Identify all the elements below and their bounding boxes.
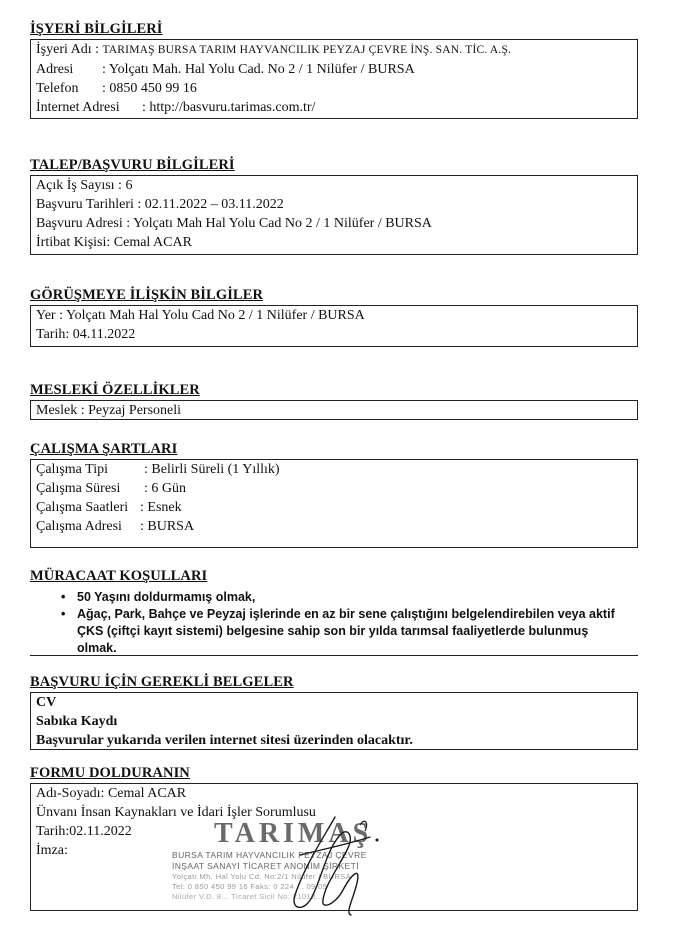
- meslek-title: MESLEKİ ÖZELLİKLER: [30, 382, 200, 398]
- belgeler-line: CV: [36, 695, 57, 710]
- belgeler-line: Sabıka Kaydı: [36, 714, 118, 729]
- talep-line: Başvuru Adresi : Yolçatı Mah Hal Yolu Cad No 2 / 1 Nilüfer / BURSA: [36, 216, 432, 231]
- talep-line: Açık İş Sayısı : 6: [36, 178, 133, 193]
- calisma-title: ÇALIŞMA ŞARTLARI: [30, 441, 178, 457]
- formu-line: Adı-Soyadı: Cemal ACAR: [36, 786, 187, 801]
- talep-box: [30, 175, 638, 255]
- calisma-label: Çalışma Süresi: [36, 481, 121, 496]
- isyeri-adres-value: : Yolçatı Mah. Hal Yolu Cad. No 2 / 1 Nilüfer / BURSA: [102, 62, 415, 77]
- gorusme-line: Yer : Yolçatı Mah Hal Yolu Cad No 2 / 1 Nilüfer / BURSA: [36, 308, 365, 323]
- formu-imza-label: İmza:: [36, 843, 68, 858]
- gorusme-box: [30, 305, 638, 347]
- belgeler-title: BAŞVURU İÇİN GEREKLİ BELGELER: [30, 674, 294, 690]
- meslek-line: Meslek : Peyzaj Personeli: [36, 403, 182, 418]
- calisma-row: [36, 498, 637, 517]
- talep-line: İrtibat Kişisi: Cemal ACAR: [36, 235, 192, 250]
- isyeri-internet-value: : http://basvuru.tarimas.com.tr/: [142, 100, 316, 115]
- gorusme-title: GÖRÜŞMEYE İLİŞKİN BİLGİLER: [30, 287, 264, 303]
- muracaat-item: • Ağaç, Park, Bahçe ve Peyzaj işlerinde en az bir sene çalıştığını belgelendirebilen veya aktif ÇKS (çiftçi kayıt sistemi) belgesine sahip son bir yılda tarımsal faaliyetlerde bulunmuş olmak.: [61, 606, 621, 657]
- calisma-value: : Belirli Süreli (1 Yıllık): [144, 462, 280, 477]
- isyeri-title: İŞYERİ BİLGİLERİ: [30, 21, 163, 37]
- calisma-box: [30, 459, 638, 548]
- isyeri-internet-row: [36, 98, 637, 117]
- calisma-label: Çalışma Saatleri: [36, 500, 129, 515]
- formu-line: Ünvanı İnsan Kaynakları ve İdari İşler Sorumlusu: [36, 805, 316, 820]
- calisma-value: : Esnek: [140, 500, 182, 515]
- formu-title: FORMU DOLDURANIN: [30, 765, 190, 781]
- meslek-box: [30, 400, 638, 420]
- talep-line: Başvuru Tarihleri : 02.11.2022 – 03.11.2022: [36, 197, 284, 212]
- calisma-row: [36, 517, 637, 536]
- isyeri-telefon-label: Telefon: [36, 81, 79, 96]
- calisma-row: [36, 460, 637, 479]
- isyeri-adres-row: [36, 60, 637, 79]
- calisma-label: Çalışma Adresi: [36, 519, 122, 534]
- isyeri-telefon-row: [36, 79, 637, 98]
- gorusme-line: Tarih: 04.11.2022: [36, 327, 136, 342]
- calisma-row: [36, 479, 637, 498]
- stamp-line: BURSA TARIM HAYVANCILIK PEYZAJ ÇEVRE: [172, 850, 367, 860]
- stamp-title: TARIMAŞ: [214, 818, 373, 849]
- isyeri-adres-label: Adresi: [36, 62, 74, 77]
- stamp-line: İNŞAAT SANAYİ TİCARET ANONİM ŞİRKETİ: [172, 861, 359, 871]
- isyeri-ad-value: TARIMAŞ BURSA TARIM HAYVANCILIK PEYZAJ ÇEVRE İNŞ. SAN. TİC. A.Ş.: [102, 44, 512, 56]
- belgeler-line: Başvurular yukarıda verilen internet sitesi üzerinden olacaktır.: [36, 733, 413, 748]
- calisma-label: Çalışma Tipi: [36, 462, 108, 477]
- formu-line: Tarih:02.11.2022: [36, 824, 132, 839]
- stamp-line: Yolçatı Mh. Hal Yolu Cd. No:2/1 Nilüfer / BURSA: [172, 872, 352, 881]
- isyeri-internet-label: İnternet Adresi: [36, 100, 120, 115]
- talep-title: TALEP/BAŞVURU BİLGİLERİ: [30, 157, 235, 173]
- calisma-value: : BURSA: [140, 519, 195, 534]
- calisma-value: : 6 Gün: [144, 481, 186, 496]
- isyeri-ad-label: İşyeri Adı :: [36, 42, 99, 57]
- isyeri-box: [30, 39, 638, 119]
- muracaat-list: [35, 589, 621, 657]
- stamp-line: Tel: 0 850 450 99 16 Faks: 0 224 ... 09 05: [172, 882, 328, 891]
- muracaat-item: • 50 Yaşını doldurmamış olmak,: [61, 589, 621, 606]
- muracaat-box: [30, 586, 638, 656]
- signature-scribble: [265, 795, 395, 920]
- stamp-line: Nilüfer V.D. 8... Ticaret Sicil No: 21018...: [172, 892, 324, 901]
- belgeler-box: [30, 692, 638, 750]
- isyeri-ad-row: [36, 40, 637, 60]
- isyeri-telefon-value: : 0850 450 99 16: [102, 81, 197, 96]
- muracaat-title: MÜRACAAT KOŞULLARI: [30, 568, 208, 584]
